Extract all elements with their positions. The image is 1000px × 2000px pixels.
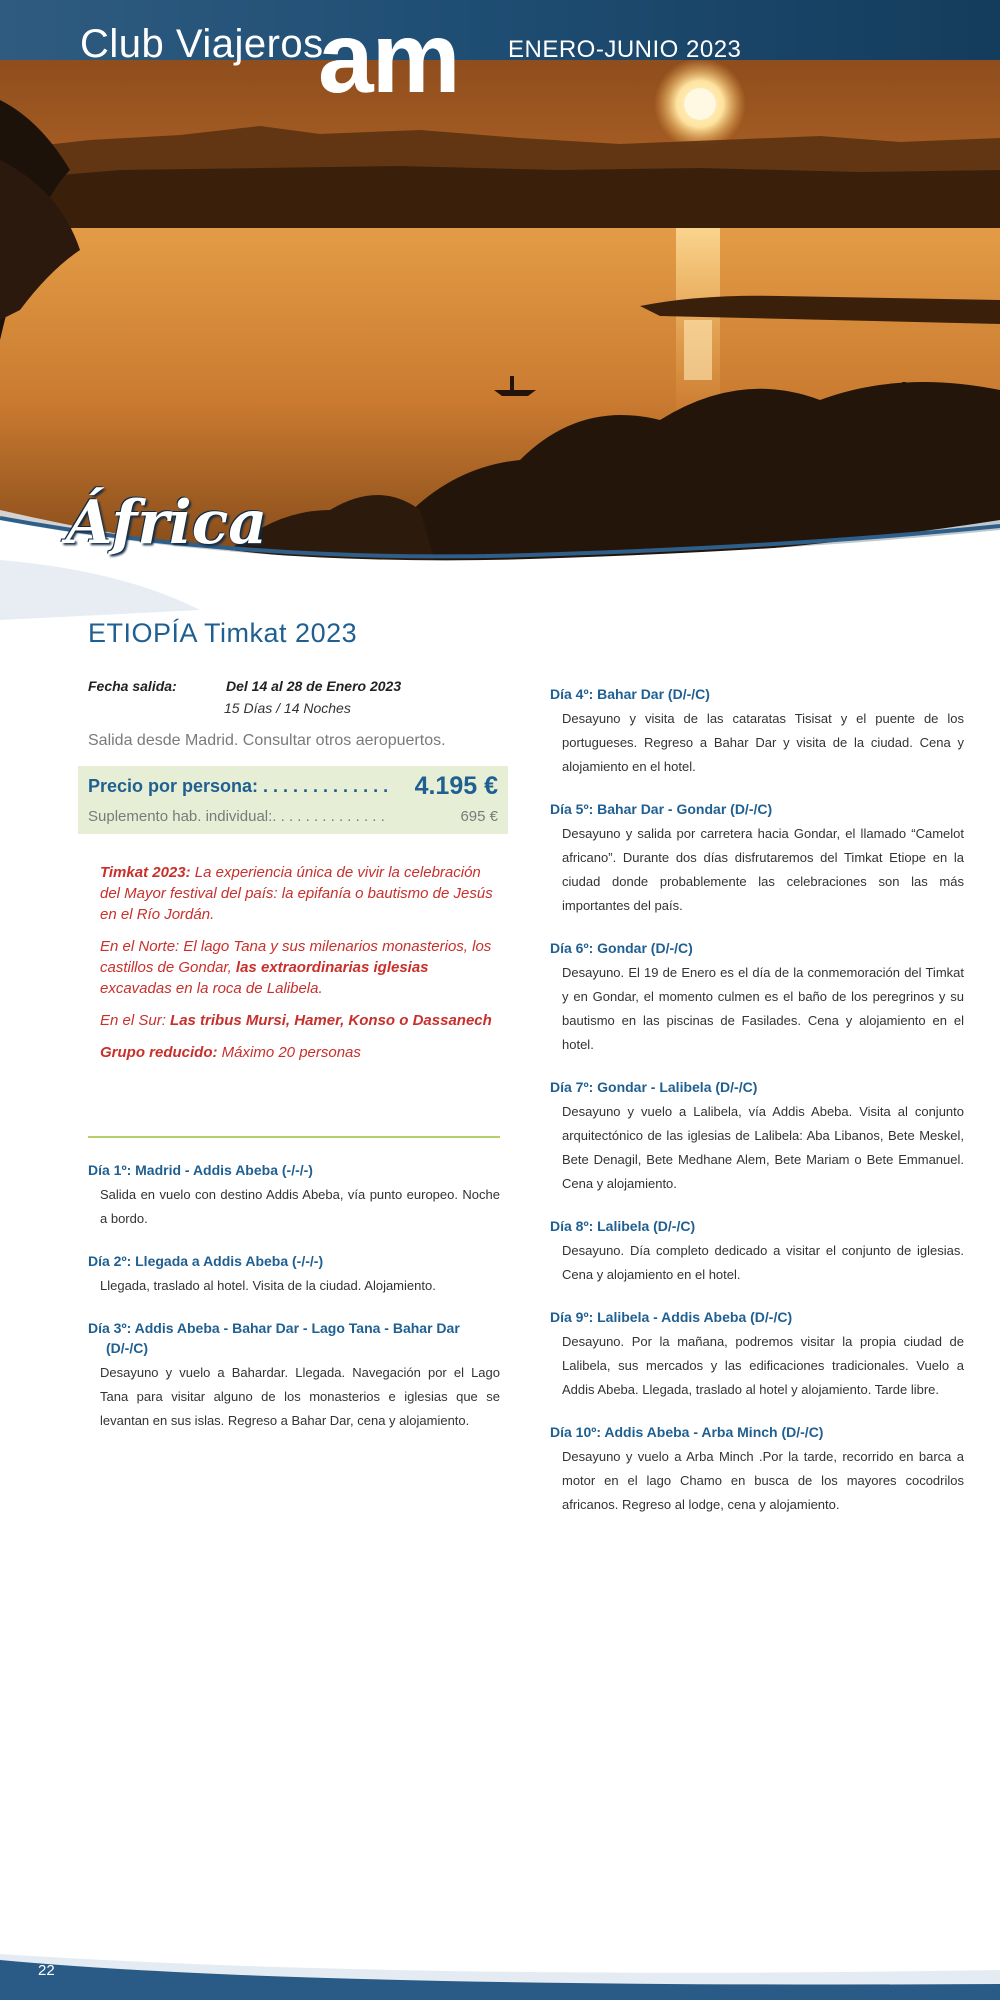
- day-title-cont: (D/-/C): [106, 1340, 148, 1356]
- highlight-text: En el Norte: El lago Tana y sus milenarios monasterios, los castillos de Gondar,: [100, 938, 492, 976]
- itinerary-day: [550, 1307, 964, 1402]
- day-title: Día 7º: Gondar - Lalibela (D/-/C): [550, 1079, 758, 1095]
- itinerary-day: [550, 684, 964, 779]
- highlight-lead: Timkat 2023:: [100, 864, 191, 881]
- day-text: Desayuno. El 19 de Enero es el día de la conmemoración del Timkat y en Gondar, el momento culmen es el baño de los peregrinos y su bautismo en las piscinas de Fasilades. Cena y alojamiento en el hotel.: [562, 965, 964, 1052]
- day-text: Desayuno y salida por carretera hacia Gondar, el llamado “Camelot africano”. Durante dos días disfrutaremos del Timkat Etiope en la ciudad donde probablemente las celebraciones son las más importantes del país.: [562, 826, 964, 913]
- highlight-bold: las extraordinarias iglesias: [235, 959, 429, 976]
- itinerary-day: [550, 1216, 964, 1287]
- price-box: [78, 766, 508, 834]
- itinerary-day: [88, 1160, 500, 1231]
- day-text: Desayuno y visita de las cataratas Tisisat y el puente de los portugueses. Regreso a Bahar Dar y visita de la ciudad. Cena y alojamiento en el hotel.: [562, 711, 964, 774]
- trip-highlights: [100, 862, 500, 1074]
- itinerary-day: [88, 1251, 500, 1298]
- highlight-text: excavadas en la roca de Lalibela.: [100, 980, 323, 997]
- supplement-label: Suplemento hab. individual:. . . . . . . . . . . . . .: [88, 808, 385, 825]
- green-divider: [88, 1136, 500, 1138]
- day-title: Día 6º: Gondar (D/-/C): [550, 940, 693, 956]
- itinerary-left-column: [88, 1160, 500, 1453]
- itinerary-day: [550, 799, 964, 918]
- day-text: Desayuno. Día completo dedicado a visitar el conjunto de iglesias. Cena y alojamiento en el hotel.: [562, 1243, 964, 1282]
- trip-duration: 15 Días / 14 Noches: [224, 700, 351, 716]
- day-text: Salida en vuelo con destino Addis Abeba, vía punto europeo. Noche a bordo.: [100, 1187, 500, 1226]
- day-title: [88, 1318, 500, 1358]
- highlight-south: [100, 1010, 500, 1031]
- day-text: Desayuno y vuelo a Bahardar. Llegada. Navegación por el Lago Tana para visitar alguno de los monasterios e iglesias que se levantan en sus islas. Regreso a Bahar Dar, cena y alojamiento.: [100, 1365, 500, 1428]
- departure-note: Salida desde Madrid. Consultar otros aeropuertos.: [88, 732, 446, 749]
- day-title-main: Día 3º: Addis Abeba - Bahar Dar - Lago Tana - Bahar Dar: [88, 1320, 460, 1336]
- trip-title: ETIOPÍA Timkat 2023: [88, 618, 358, 648]
- highlight-text: Máximo 20 personas: [217, 1044, 361, 1061]
- day-title: Día 2º: Llegada a Addis Abeba (-/-/-): [88, 1253, 324, 1269]
- day-title: Día 4º: Bahar Dar (D/-/C): [550, 686, 710, 702]
- day-title: Día 8º: Lalibela (D/-/C): [550, 1218, 696, 1234]
- day-title: Día 9º: Lalibela - Addis Abeba (D/-/C): [550, 1309, 793, 1325]
- page-number: 22: [38, 1962, 55, 1979]
- highlight-bold: Las tribus Mursi, Hamer, Konso o Dassanech: [170, 1012, 492, 1029]
- highlight-text: La experiencia única de vivir la celebración del Mayor festival del país: la epifanía o bautismo de Jesús en el Río Jordán.: [100, 864, 493, 923]
- price-label: Precio por persona: . . . . . . . . . . . . .: [88, 776, 389, 796]
- footer-wave: [0, 1940, 1000, 2000]
- departure-date-value: Del 14 al 28 de Enero 2023: [226, 678, 402, 694]
- period-label: ENERO-JUNIO 2023: [508, 36, 742, 63]
- departure-date-label: Fecha salida:: [88, 678, 177, 694]
- day-text: Llegada, traslado al hotel. Visita de la ciudad. Alojamiento.: [100, 1278, 436, 1293]
- highlight-group: [100, 1042, 500, 1063]
- day-text: Desayuno y vuelo a Lalibela, vía Addis Abeba. Visita al conjunto arquitectónico de las iglesias de Lalibela: Aba Libanos, Bete Meskel, Bete Denagil, Bete Medhane Alem, Bete Mariam o Bete Emmanuel. Cena y alojamiento.: [562, 1104, 964, 1191]
- supplement-value: 695 €: [460, 808, 498, 825]
- brand-logo-am: am: [318, 2, 459, 114]
- highlight-north: [100, 936, 500, 999]
- day-text: Desayuno. Por la mañana, podremos visitar la propia ciudad de Lalibela, sus mercados y las edificaciones tradicionales. Vuelo a Addis Abeba. Llegada, traslado al hotel y alojamiento. Tarde libre.: [562, 1334, 964, 1397]
- highlight-timkat: [100, 862, 500, 925]
- region-title: África: [66, 488, 268, 558]
- itinerary-day: [550, 1422, 964, 1517]
- day-title: Día 1º: Madrid - Addis Abeba (-/-/-): [88, 1162, 313, 1178]
- itinerary-right-column: [550, 684, 964, 1537]
- day-title: Día 10º: Addis Abeba - Arba Minch (D/-/C): [550, 1424, 824, 1440]
- price-value: 4.195 €: [414, 772, 498, 800]
- itinerary-day: [550, 938, 964, 1057]
- itinerary-day: [550, 1077, 964, 1196]
- itinerary-day: [88, 1318, 500, 1433]
- day-title: Día 5º: Bahar Dar - Gondar (D/-/C): [550, 801, 773, 817]
- highlight-text: En el Sur:: [100, 1012, 171, 1029]
- highlight-lead: Grupo reducido:: [100, 1044, 218, 1061]
- brand-name: Club Viajeros: [80, 22, 324, 66]
- day-text: Desayuno y vuelo a Arba Minch .Por la tarde, recorrido en barca a motor en el lago Chamo en busca de los mayores cocodrilos africanos. Regreso al lodge, cena y alojamiento.: [562, 1449, 964, 1512]
